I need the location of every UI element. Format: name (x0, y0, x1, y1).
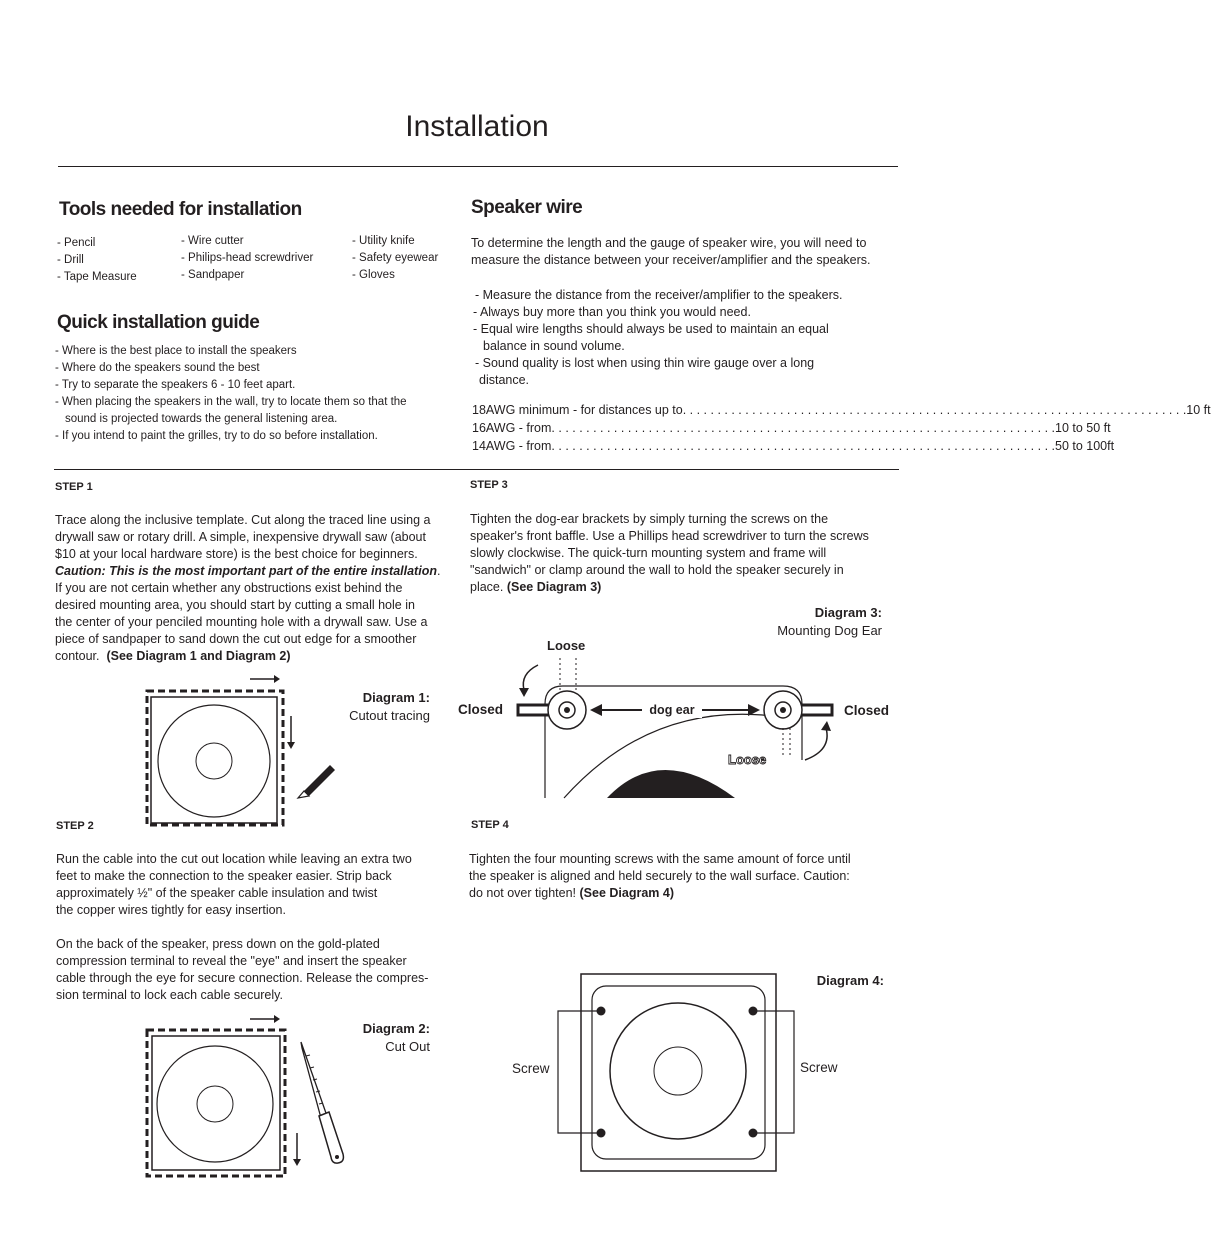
caution-text: Caution: This is the most important part of the entire installation (55, 564, 437, 578)
screw-icon (749, 1129, 758, 1138)
list-item: - Drill (57, 252, 137, 269)
diagram-reference: (See Diagram 1 and Diagram 2) (106, 649, 291, 663)
closed-label-right: Closed (844, 703, 890, 718)
list-item: - Always buy more than you think you would need. (473, 305, 751, 319)
diagram-reference: (See Diagram 3) (506, 580, 602, 594)
list-item: - If you intend to paint the grilles, try to do so before installation. (55, 428, 378, 445)
tools-list-1 (57, 235, 137, 286)
step2-label: STEP 2 (56, 820, 94, 832)
list-item: - Gloves (352, 267, 438, 284)
gauge-row: 16AWG - from . . . 10 to 50 ft (472, 421, 862, 435)
step4-label: STEP 4 (471, 819, 509, 831)
screw-icon (597, 1007, 606, 1016)
list-item: - Try to separate the speakers 6 - 10 feet apart. (55, 377, 445, 394)
list-item: - Safety eyewear (352, 250, 438, 267)
step1-text: Trace along the inclusive template. Cut along the traced line using a drywall saw or rotary drill. A simple, inexpensive drywall saw (about $10 at your local hardware store) is the best choice for beginners. Caution: This is the most important part of the entire installation. If you are not certain whether any obstructions exist behind the desired mounting area, you should start by cutting a small hole in the center of your penciled mounting hole with a drywall saw. Use a piece of sandpaper to sand down the cut out edge for a smoother contour. (See Diagram 1 and Diagram 2) (55, 513, 441, 663)
page-title: Installation (405, 110, 549, 143)
gauge-row: 14AWG - from . . . 50 to 100ft (472, 439, 862, 453)
list-item: - Wire cutter (181, 233, 313, 250)
diagram3-label: Diagram 3: Mounting Dog Ear (777, 605, 882, 638)
tools-heading: Tools needed for installation (59, 199, 302, 220)
right-dog-ear (764, 691, 832, 729)
step4-text: Tighten the four mounting screws with the same amount of force until the speaker is aligned and held securely to the wall surface. Caution: do not over tighten! (See Diagram 4) (469, 852, 851, 900)
diagram4-label: Diagram 4: (816, 973, 884, 988)
list-item: distance. (479, 373, 530, 387)
quick-guide-item-continuation: sound is projected towards the general listening area. (65, 413, 338, 425)
diagram1-label: Diagram 1: Cutout tracing (349, 690, 430, 723)
list-item: - Equal wire lengths should always be used to maintain an equal (473, 322, 829, 336)
list-item: - Where is the best place to install the speakers (55, 343, 445, 360)
screw-label-right: Screw (800, 1060, 838, 1075)
speaker-wire-intro: To determine the length and the gauge of speaker wire, you will need to measure the distance between your receiver/amplifier and the speakers. (471, 236, 871, 267)
screw-icon (749, 1007, 758, 1016)
screw-icon (597, 1129, 606, 1138)
list-item: - Pencil (57, 235, 137, 252)
diagram4-mounting-screws (500, 968, 838, 1178)
dog-ear-label: dog ear (649, 703, 695, 717)
quick-guide-list-last (55, 428, 378, 445)
list-item: - Where do the speakers sound the best (55, 360, 445, 377)
diagram2-cut-out (140, 1008, 350, 1180)
list-item: - Sound quality is lost when using thin wire gauge over a long (475, 356, 815, 370)
list-item: - Tape Measure (57, 269, 137, 286)
speaker-wire-heading: Speaker wire (471, 197, 583, 218)
diagram-reference: (See Diagram 4) (579, 886, 674, 900)
step2-text: Run the cable into the cut out location while leaving an extra two feet to make the connection to the speaker easier. Strip back approximately ½" of the speaker cable insulation and twist the copper wires tightly for easy insertion. On the back of the speaker, press down on the gold-plated compression terminal to reveal the "eye" and insert the speaker cable through the eye for secure connection. Release the compres- sion terminal to lock each cable securely. (56, 852, 429, 1002)
list-item: - Utility knife (352, 233, 438, 250)
tools-list-3 (352, 233, 438, 284)
pencil-icon (298, 765, 335, 798)
quick-guide-list (55, 343, 445, 411)
diagram3-mounting-dog-ear (450, 632, 900, 802)
loose-label-top: Loose (547, 638, 586, 653)
loose-label-bottom: Loose (728, 752, 767, 767)
diagram2-label: Diagram 2: Cut Out (362, 1021, 430, 1054)
gauge-table (472, 403, 1211, 453)
gauge-row: 18AWG minimum - for distances up to . . . 10 ft (472, 403, 862, 417)
list-item: - Philips-head screwdriver (181, 250, 313, 267)
drywall-saw-icon (301, 1042, 343, 1163)
step3-label: STEP 3 (470, 479, 508, 491)
list-item: balance in sound volume. (483, 339, 625, 353)
left-dog-ear (518, 691, 586, 729)
section-divider (54, 469, 899, 470)
list-item: - When placing the speakers in the wall, try to locate them so that the (55, 394, 445, 411)
title-divider (58, 166, 898, 167)
list-item: - Sandpaper (181, 267, 313, 284)
diagram1-cutout-tracing (140, 668, 340, 830)
list-item: - Measure the distance from the receiver/amplifier to the speakers. (475, 288, 843, 302)
tools-list-2 (181, 233, 313, 284)
speaker-wire-tips (473, 287, 843, 389)
step3-text: Tighten the dog-ear brackets by simply turning the screws on the speaker's front baffle. Use a Phillips head screwdriver to turn the screws slowly clockwise. The quick-turn mounting system and frame will "sandwich" or clamp around the wall to hold the speaker securely in place. (See Diagram 3) (470, 512, 869, 594)
closed-label-left: Closed (458, 702, 504, 717)
screw-label-left: Screw (512, 1061, 550, 1076)
quick-guide-heading: Quick installation guide (57, 312, 260, 333)
step1-label: STEP 1 (55, 481, 93, 493)
